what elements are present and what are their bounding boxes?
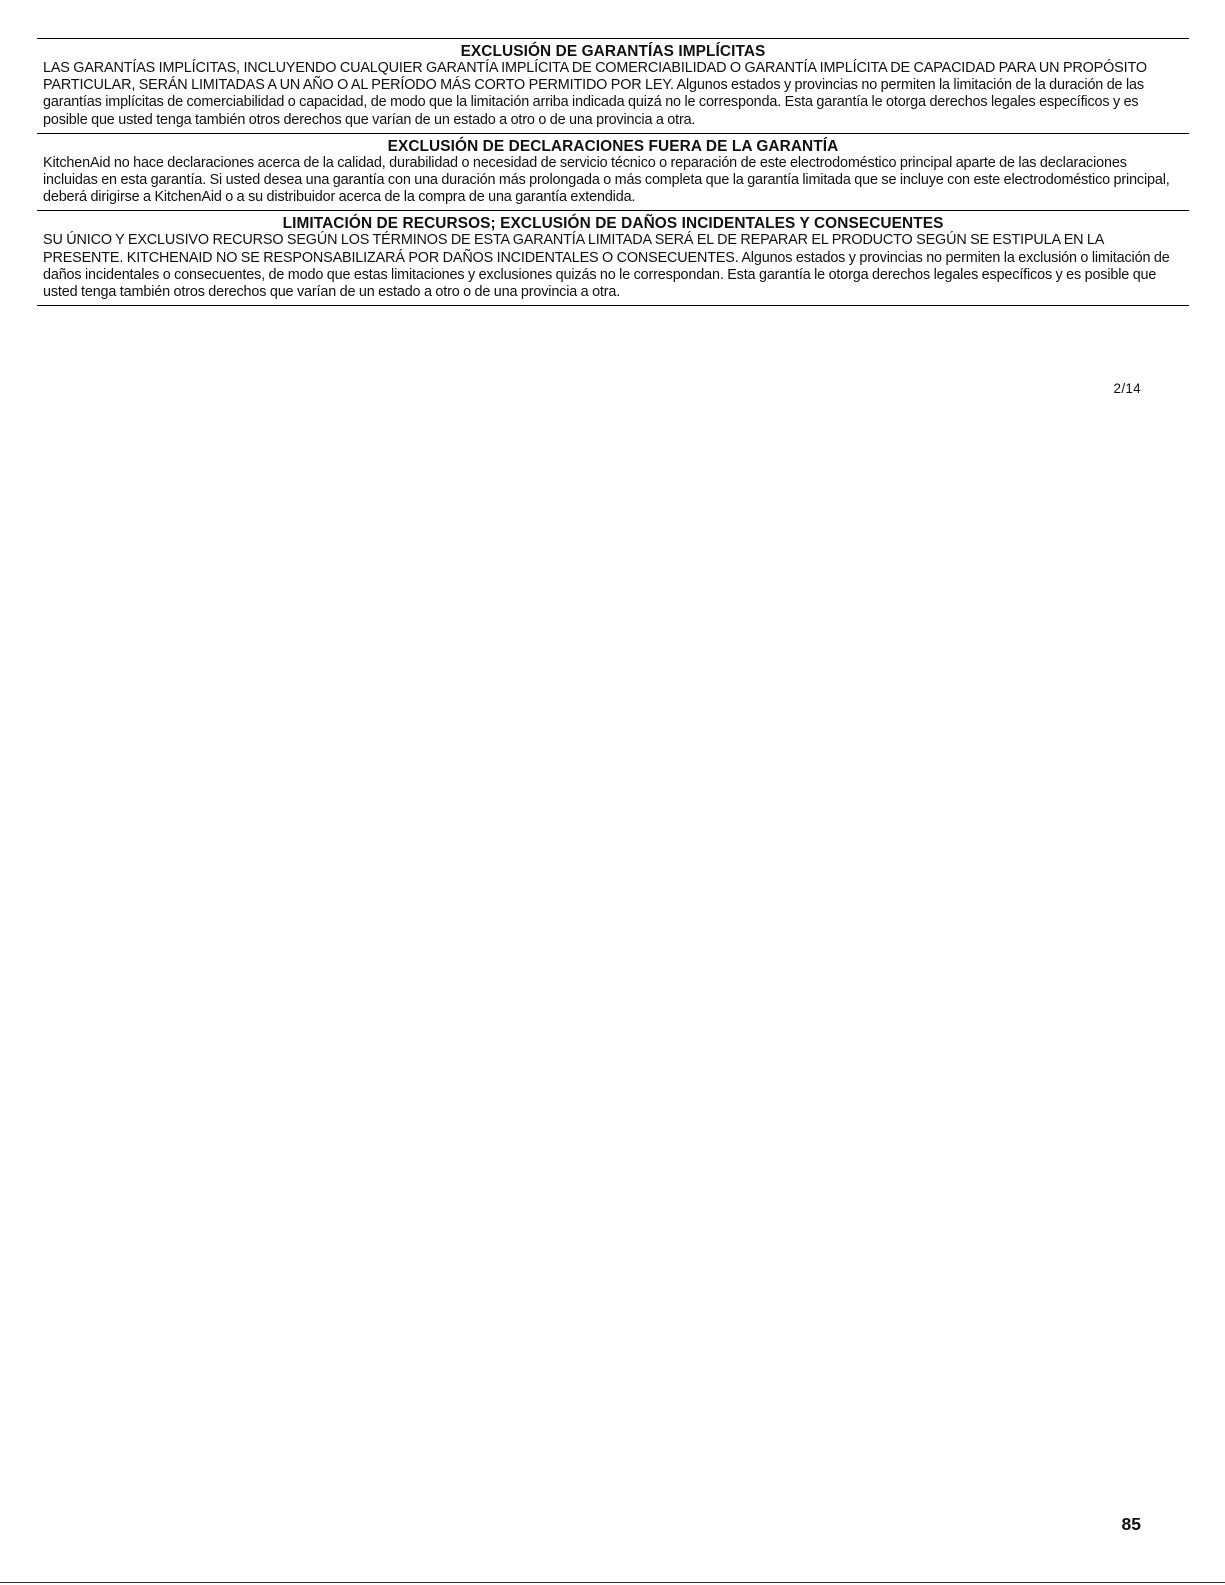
section-body: KitchenAid no hace declaraciones acerca de la calidad, durabilidad o necesidad de servicio técnico o reparación de este electrodoméstico principal aparte de las declaraciones incluidas en esta garantía. Si usted desea una garantía con una duración más prolongada o más completa que la garantía limitada que se incluye con este electrodoméstico principal, deberá dirigirse a KitchenAid o a su distribuidor acerca de la compra de una garantía extendida. [43, 154, 1170, 206]
divider [37, 305, 1189, 306]
section-body: SU ÚNICO Y EXCLUSIVO RECURSO SEGÚN LOS TÉRMINOS DE ESTA GARANTÍA LIMITADA SERÁ EL DE REPARAR EL PRODUCTO SEGÚN SE ESTIPULA EN LA PRESENTE. KITCHENAID NO SE RESPONSABILIZARÁ POR DAÑOS INCIDENTALES O CONSECUENTES. Algunos estados y provincias no permiten la exclusión o limitación de daños incidentales o consecuentes, de modo que estas limitaciones y exclusiones quizás no le correspondan. Esta garantía le otorga derechos legales específicos y es posible que usted tenga también otros derechos que varían de un estado a otro o de una provincia a otra. [43, 232, 1170, 301]
section-title: LIMITACIÓN DE RECURSOS; EXCLUSIÓN DE DAÑOS INCIDENTALES Y CONSECUENTES [282, 215, 944, 233]
section-implied-warranties [37, 39, 1189, 133]
section-title: EXCLUSIÓN DE DECLARACIONES FUERA DE LA GARANTÍA [387, 137, 839, 155]
section-remedies [37, 211, 1189, 305]
page-number: 85 [1121, 1514, 1141, 1534]
warranty-content [37, 38, 1189, 306]
section-title: EXCLUSIÓN DE GARANTÍAS IMPLÍCITAS [460, 43, 766, 60]
date-code: 2/14 [1113, 381, 1141, 396]
section-body: LAS GARANTÍAS IMPLÍCITAS, INCLUYENDO CUALQUIER GARANTÍA IMPLÍCITA DE COMERCIABILIDAD O GARANTÍA IMPLÍCITA DE CAPACIDAD PARA UN PROPÓSITO PARTICULAR, SERÁN LIMITADAS A UN AÑO O AL PERÍODO MÁS CORTO PERMITIDO POR LEY. Algunos estados y provincias no permiten la limitación de la duración de las garantías implícitas de comerciabilidad o capacidad, de modo que la limitación arriba indicada quizá no le corresponda. Esta garantía le otorga derechos legales específicos y es posible que usted tenga también otros derechos que varían de un estado a otro o de una provincia a otra. [43, 60, 1147, 128]
section-representations [37, 134, 1189, 211]
page-bottom-edge [0, 1582, 1225, 1583]
